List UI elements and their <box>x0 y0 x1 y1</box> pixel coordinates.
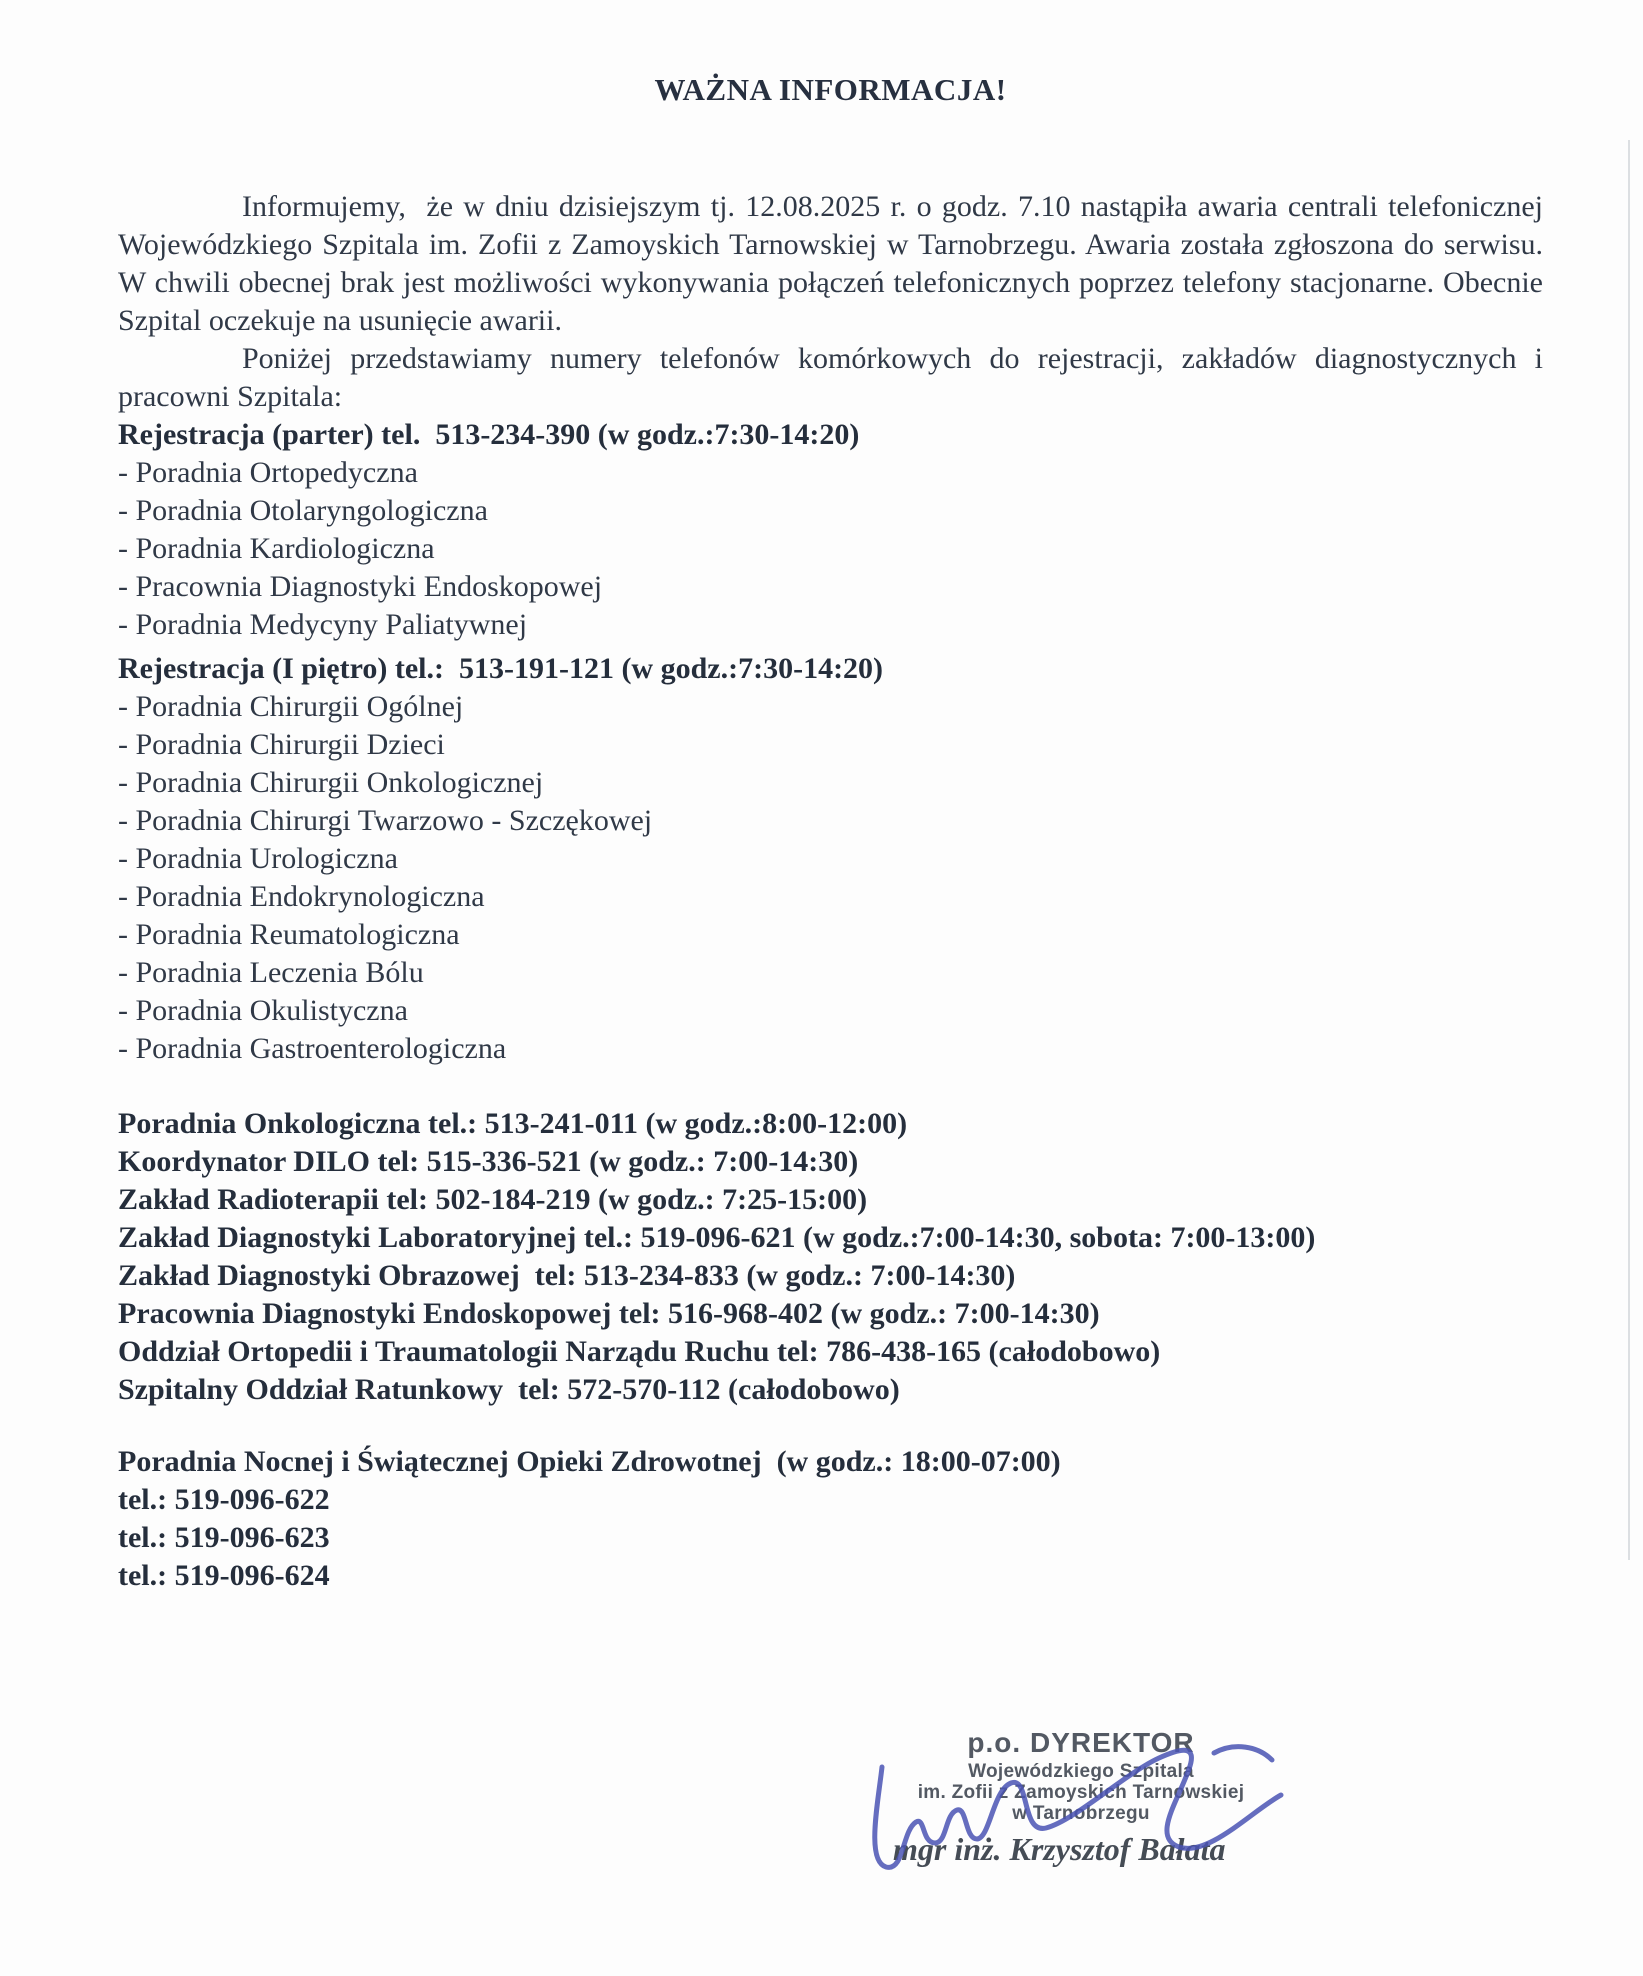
phone-line: Zakład Diagnostyki Obrazowej tel: 513-234-833 (w godz.: 7:00-14:30) <box>118 1259 1016 1292</box>
clinic-list-item: - Poradnia Okulistyczna <box>118 994 408 1027</box>
night-care-phone: tel.: 519-096-623 <box>118 1521 330 1554</box>
night-care-phone: tel.: 519-096-624 <box>118 1559 330 1592</box>
clinic-list-item: - Poradnia Ortopedyczna <box>118 456 418 489</box>
department-phone-list <box>118 1105 1543 1409</box>
phone-line: Poradnia Onkologiczna tel.: 513-241-011 (w godz.:8:00-12:00) <box>118 1107 908 1140</box>
stamp-hospital-line: Wojewódzkiego Szpitala <box>968 1761 1194 1782</box>
clinic-list-item: - Poradnia Medycyny Paliatywnej <box>118 608 528 641</box>
phone-line: Zakład Radioterapii tel: 502-184-219 (w godz.: 7:25-15:00) <box>118 1183 868 1216</box>
phone-line: Oddział Ortopedii i Traumatologii Narządu Ruchu tel: 786-438-165 (całodobowo) <box>118 1335 1161 1368</box>
night-care-section <box>118 1443 1543 1595</box>
scan-page-edge <box>1628 140 1630 1560</box>
phone-line: Szpitalny Oddział Ratunkowy tel: 572-570-112 (całodobowo) <box>118 1373 900 1406</box>
clinic-list-item: - Poradnia Gastroenterologiczna <box>118 1032 507 1065</box>
clinic-list-item: - Poradnia Leczenia Bólu <box>118 956 424 989</box>
registration-first-floor-header: Rejestracja (I piętro) tel.: 513-191-121 (w godz.:7:30-14:20) <box>118 652 884 685</box>
clinic-list-item: - Pracownia Diagnostyki Endoskopowej <box>118 570 603 603</box>
registration-ground-floor-header: Rejestracja (parter) tel. 513-234-390 (w godz.:7:30-14:20) <box>118 418 860 451</box>
clinic-list-item: - Poradnia Endokrynologiczna <box>118 880 485 913</box>
clinic-list-item: - Poradnia Kardiologiczna <box>118 532 435 565</box>
stamp-city-line: w Tarnobrzegu <box>1012 1803 1150 1824</box>
clinic-list-item: - Poradnia Chirurgi Twarzowo - Szczękowej <box>118 804 653 837</box>
stamp-director-name: mgr inż. Krzysztof Bałata <box>893 1831 1226 1867</box>
night-care-phone: tel.: 519-096-622 <box>118 1483 330 1516</box>
director-stamp <box>905 1728 1257 1824</box>
clinic-list-item: - Poradnia Urologiczna <box>118 842 398 875</box>
clinic-list-item: - Poradnia Chirurgii Dzieci <box>118 728 445 761</box>
document-body <box>118 70 1543 1595</box>
clinic-list-item: - Poradnia Chirurgii Ogólnej <box>118 690 464 723</box>
phone-line: Pracownia Diagnostyki Endoskopowej tel: 516-968-402 (w godz.: 7:00-14:30) <box>118 1297 1100 1330</box>
stamp-role-line: p.o. DYREKTOR <box>967 1727 1195 1758</box>
phone-line: Koordynator DILO tel: 515-336-521 (w godz.: 7:00-14:30) <box>118 1145 859 1178</box>
phone-line: Zakład Diagnostyki Laboratoryjnej tel.: 519-096-621 (w godz.:7:00-14:30, sobota: 7:00-13:00) <box>118 1221 1316 1254</box>
document-title: WAŻNA INFORMACJA! <box>654 72 1007 107</box>
intro-paragraph: Informujemy, że w dniu dzisiejszym tj. 12.08.2025 r. o godz. 7.10 nastąpiła awaria centrali telefonicznej Wojewódzkiego Szpitala im. Zofii z Zamoyskich Tarnowskiej w Tarnobrzegu. Awaria została zgłoszona do serwisu. W chwili obecnej brak jest możliwości wykonywania połączeń telefonicznych poprzez telefony stacjonarne. Obecnie Szpital oczekuje na usunięcie awarii. <box>118 190 1543 337</box>
stamp-hospital-line: im. Zofii z Zamoyskich Tarnowskiej <box>917 1782 1245 1803</box>
night-care-header: Poradnia Nocnej i Świątecznej Opieki Zdrowotnej (w godz.: 18:00-07:00) <box>118 1445 1061 1478</box>
clinic-list-item: - Poradnia Reumatologiczna <box>118 918 460 951</box>
clinic-list-item: - Poradnia Otolaryngologiczna <box>118 494 488 527</box>
lead-in-paragraph: Poniżej przedstawiamy numery telefonów komórkowych do rejestracji, zakładów diagnostycznych i pracowni Szpitala: <box>118 342 1543 413</box>
clinic-list-item: - Poradnia Chirurgii Onkologicznej <box>118 766 544 799</box>
